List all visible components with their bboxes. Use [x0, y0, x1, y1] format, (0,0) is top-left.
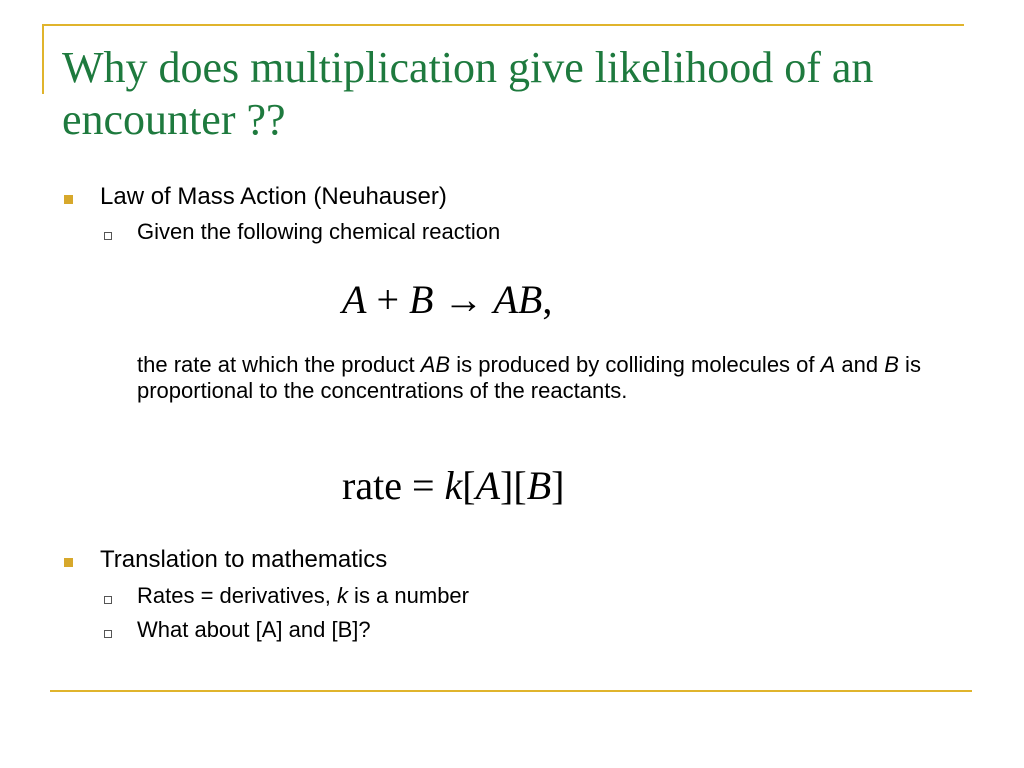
eq1-b: B: [409, 277, 434, 322]
eq1-ab: AB: [493, 277, 543, 322]
eq2-a: A: [475, 463, 501, 508]
eq1-comma: ,: [542, 277, 553, 322]
eq2-rate: rate: [342, 463, 402, 508]
slide-title: Why does multiplication give likelihood of an encounter ??: [62, 43, 874, 144]
eq2-rbracket-1: ]: [500, 463, 514, 508]
sub-bullet-what-about: What about [A] and [B]?: [137, 617, 371, 642]
para-b: B: [884, 352, 899, 377]
eq2-lbracket-2: [: [513, 463, 527, 508]
eq2-rbracket-2: ]: [551, 463, 565, 508]
left-border-line: [42, 24, 44, 94]
eq2-b: B: [526, 463, 552, 508]
bullet-law-of-mass-action: Law of Mass Action (Neuhauser): [100, 183, 447, 210]
eq2-k: k: [444, 463, 463, 508]
sub-bullet-given-reaction: Given the following chemical reaction: [137, 219, 501, 244]
rate-equation: [342, 462, 564, 510]
eq1-arrow: →: [443, 277, 484, 322]
para-text-2: is produced by colliding molecules of: [450, 352, 821, 377]
para-text-1: the rate at which the product: [137, 352, 421, 377]
para-text-4: is proportional to the concentrations of the reactants.: [137, 352, 921, 403]
eq1-plus: +: [376, 277, 399, 322]
bottom-rule-line: [50, 690, 972, 692]
bullet-translation: Translation to mathematics: [100, 546, 388, 573]
bullet-square-icon: [64, 558, 73, 567]
bullet-square-icon: [64, 195, 73, 204]
eq1-a: A: [342, 277, 367, 322]
hollow-square-icon: [104, 232, 112, 240]
eq2-lbracket-1: [: [462, 463, 476, 508]
para-a: A: [820, 352, 836, 377]
rates-k: k: [336, 583, 348, 608]
rates-suffix: is a number: [347, 583, 469, 608]
sub-bullet-rates: [137, 583, 469, 609]
top-border-line: [42, 24, 964, 26]
rate-explanation-paragraph: [137, 352, 967, 404]
hollow-square-icon: [104, 630, 112, 638]
rates-text: Rates = derivatives,: [137, 583, 337, 608]
eq2-equals: =: [411, 463, 435, 508]
reaction-equation: [342, 276, 552, 324]
para-text-3: and: [835, 352, 885, 377]
hollow-square-icon: [104, 596, 112, 604]
para-ab: AB: [420, 352, 451, 377]
